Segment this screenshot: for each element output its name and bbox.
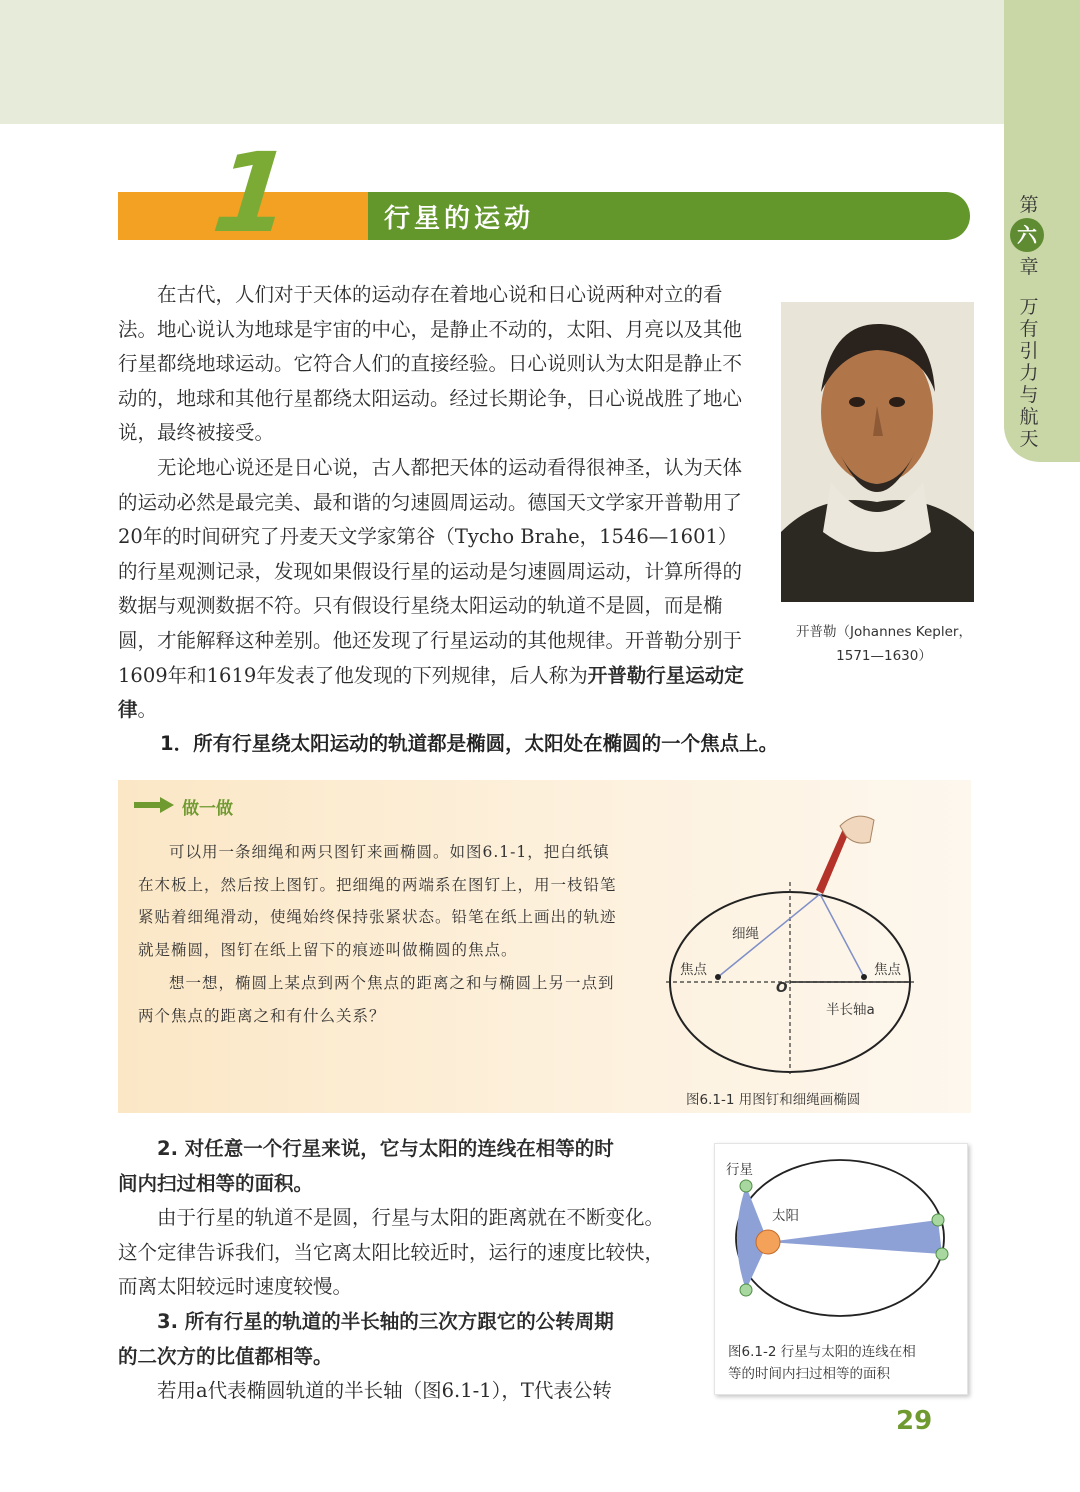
law-3-title-line1: 3. 所有行星的轨道的半长轴的三次方跟它的公转周期	[157, 1309, 614, 1333]
label-focus-right: 焦点	[874, 962, 901, 978]
planet-icon	[932, 1214, 944, 1226]
focus-right-pin	[861, 974, 867, 980]
focus-left-pin	[715, 974, 721, 980]
activity-text-1: 可以用一条细绳和两只图钉来画椭圆。如图6.1-1，把白纸镇在木板上，然后按上图钉。把细绳的两端系在图钉上，用一枝铅笔紧贴着细绳滑动，使绳始终保持张紧状态。铅笔在纸上画出的轨迹就是椭圆，图钉在纸上留下的痕迹叫做椭圆的焦点。	[138, 843, 617, 960]
term-end: 。	[137, 698, 158, 722]
section-title: 行星的运动	[384, 204, 535, 234]
planet-icon	[740, 1180, 752, 1192]
chapter-title: 万有引力与航天	[1019, 296, 1039, 450]
law-3-text: 若用a代表椭圆轨道的半长轴（图6.1-1），T代表公转	[157, 1379, 612, 1403]
law-1: 1．所有行星绕太阳运动的轨道都是椭圆，太阳处在椭圆的一个焦点上。	[160, 732, 779, 755]
figure-6-1-2-caption-line2: 等的时间内扫过相等的面积	[728, 1366, 890, 1382]
law-2-text: 由于行星的轨道不是圆，行星与太阳的距离就在不断变化。这个定律告诉我们，当它离太阳比较近时，运行的速度比较快，而离太阳较远时速度较慢。	[118, 1206, 665, 1299]
label-rope: 细绳	[732, 926, 759, 942]
label-planet: 行星	[726, 1162, 753, 1178]
portrait-caption-line1: 开普勒（Johannes Kepler，	[796, 624, 972, 640]
activity-text	[138, 836, 618, 1032]
top-band	[0, 0, 1004, 124]
kepler-portrait-drawing	[781, 302, 974, 602]
laws-2-3-text	[118, 1132, 670, 1409]
kepler-laws-term: 开普勒行星运动定律	[118, 663, 744, 722]
intro-text	[118, 278, 744, 728]
figure-6-1-2-caption-line1: 图6.1-2 行星与太阳的连线在相	[728, 1344, 916, 1360]
label-sun: 太阳	[772, 1208, 799, 1224]
swept-area-right	[768, 1220, 942, 1254]
sun-icon	[756, 1230, 780, 1254]
label-semi-axis: 半长轴a	[826, 1002, 875, 1018]
label-origin: O	[776, 980, 788, 996]
arrow-icon	[134, 796, 174, 814]
section-number: 1	[207, 129, 298, 257]
chapter-suffix: 章	[1019, 256, 1039, 278]
paragraph-1: 在古代，人们对于天体的运动存在着地心说和日心说两种对立的看法。地心说认为地球是宇宙的中心，是静止不动的，太阳、月亮以及其他行星都绕地球运动。它符合人们的直接经验。日心说则认为太阳是静止不动的，地球和其他行星都绕太阳运动。经过长期论争，日心说战胜了地心说，最终被接受。	[118, 283, 743, 445]
paragraph-2-text: 无论地心说还是日心说，古人都把天体的运动看得很神圣，认为天体的运动必然是最完美、最和谐的匀速圆周运动。德国天文学家开普勒用了20年的时间研究了丹麦天文学家第谷（Tycho Brahe，1546—1601）的行星观测记录，发现如果假设行星的运动是匀速圆周运动，计算所得的数据与观测数据不符。只有假设行星绕太阳运动的轨道不是圆，而是椭圆，才能解释这种差别。他还发现了行星运动的其他规律。开普勒分别于1609年和1619年发表了他发现的下列规律，后人称为	[118, 455, 743, 687]
activity-heading: 做一做	[182, 799, 233, 819]
law-2-title-line1: 2. 对任意一个行星来说，它与太阳的连线在相等的时	[157, 1137, 614, 1160]
law-3-title-line2: 的二次方的比值都相等。	[118, 1344, 333, 1368]
law-2-title-line2: 间内扫过相等的面积。	[118, 1171, 314, 1195]
kepler-portrait	[781, 302, 974, 602]
portrait-caption-line2: 1571—1630）	[836, 648, 932, 664]
figure-6-1-1-caption: 图6.1-1 用图钉和细绳画椭圆	[686, 1092, 861, 1108]
chapter-number: 六	[1010, 218, 1044, 252]
activity-text-2: 想一想，椭圆上某点到两个焦点的距离之和与椭圆上另一点到两个焦点的距离之和有什么关系？	[138, 973, 615, 1025]
paragraph-2	[118, 451, 744, 728]
ellipse-figure	[660, 812, 960, 1082]
label-focus-left: 焦点	[680, 962, 707, 978]
page-number: 29	[896, 1406, 933, 1436]
chapter-prefix: 第	[1019, 194, 1039, 216]
planet-icon	[936, 1248, 948, 1260]
planet-icon	[740, 1284, 752, 1296]
